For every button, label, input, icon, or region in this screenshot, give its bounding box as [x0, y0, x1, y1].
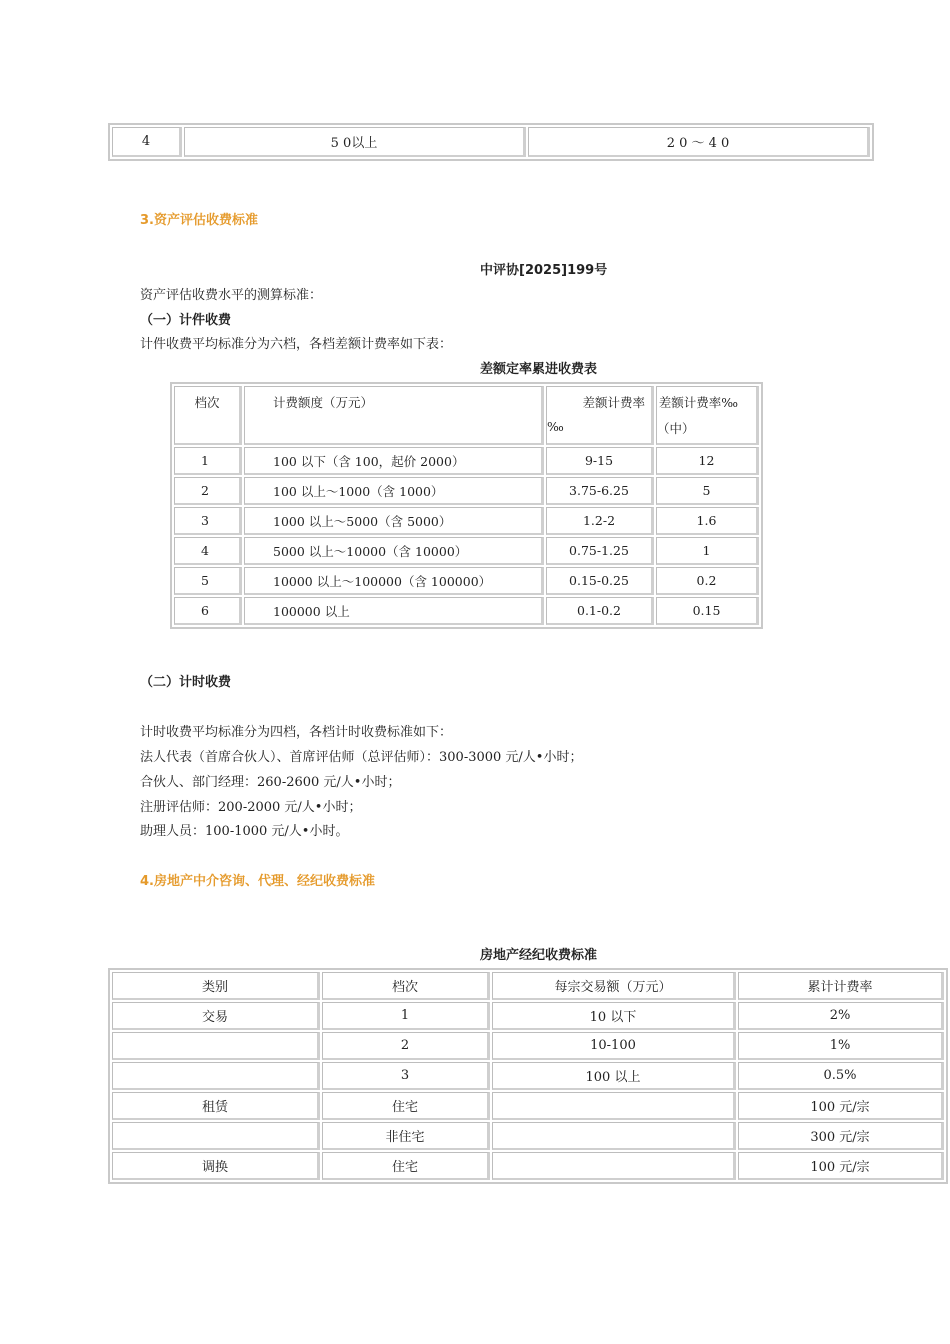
table-cell: 100 以下（含 100，起价 2000）	[244, 447, 544, 475]
table-cell: 交易	[112, 1002, 320, 1030]
table-cell: 10000 以上～100000（含 100000）	[244, 567, 544, 595]
table-cell: 3	[322, 1062, 490, 1090]
table-cell	[492, 1152, 736, 1180]
table-cell: 3	[174, 507, 242, 535]
hourly-text-line: 注册评估师：200-2000 元/人•小时；	[140, 800, 362, 815]
table-cell: 0.2	[656, 567, 759, 595]
header-cell: 档次	[174, 386, 242, 445]
intro-text: 资产评估收费水平的测算标准：	[140, 288, 323, 303]
hourly-text-line: 计时收费平均标准分为四档，各档计时收费标准如下：	[140, 725, 453, 740]
real-estate-fee-table	[108, 968, 948, 1184]
progressive-fee-table	[170, 382, 763, 629]
table-row	[112, 1002, 944, 1030]
table-cell: 4	[174, 537, 242, 565]
table-row	[112, 1032, 944, 1060]
table-cell	[492, 1122, 736, 1150]
table-cell: 100 以上	[492, 1062, 736, 1090]
table-cell	[112, 1122, 320, 1150]
header-cell: 类别	[112, 972, 320, 1000]
table-cell: 3.75-6.25	[546, 477, 654, 505]
table-cell: 住宅	[322, 1092, 490, 1120]
table-cell: 100 以上～1000（含 1000）	[244, 477, 544, 505]
table-row	[174, 597, 759, 625]
table-cell: 300 元/宗	[738, 1122, 944, 1150]
table-cell: 10-100	[492, 1032, 736, 1060]
subsection-heading: （一）计件收费	[140, 313, 232, 328]
table-cell: 5000 以上～10000（含 10000）	[244, 537, 544, 565]
table-row	[174, 447, 759, 475]
table-cell: 1000 以上～5000（含 5000）	[244, 507, 544, 535]
table-cell: 0.15	[656, 597, 759, 625]
header-cell: 计费额度（万元）	[244, 386, 544, 445]
header-cell: 每宗交易额（万元）	[492, 972, 736, 1000]
table-cell: 非住宅	[322, 1122, 490, 1150]
table-cell: 1	[174, 447, 242, 475]
table-row	[174, 537, 759, 565]
table-cell: 1.6	[656, 507, 759, 535]
table-cell: 0.5%	[738, 1062, 944, 1090]
table-header-row	[174, 386, 759, 445]
hourly-text-line: 助理人员：100-1000 元/人•小时。	[140, 824, 349, 839]
table-row	[112, 1152, 944, 1180]
table-cell: 6	[174, 597, 242, 625]
table-cell: 5	[174, 567, 242, 595]
table-cell: 0.15-0.25	[546, 567, 654, 595]
header-cell: 累计计费率	[738, 972, 944, 1000]
table-cell: 0.1-0.2	[546, 597, 654, 625]
table-cell: 2	[174, 477, 242, 505]
table-cell: 2 0 ～ 4 0	[528, 127, 870, 157]
table-cell: 1%	[738, 1032, 944, 1060]
table-cell: 住宅	[322, 1152, 490, 1180]
table-row	[174, 507, 759, 535]
section-heading: 4.房地产中介咨询、代理、经纪收费标准	[140, 874, 375, 889]
document-number: 中评协[2025]199号	[480, 263, 608, 278]
table-cell: 4	[112, 127, 182, 157]
table-cell: 2%	[738, 1002, 944, 1030]
table-title: 房地产经纪收费标准	[480, 948, 598, 963]
table-cell: 2	[322, 1032, 490, 1060]
hourly-text-line: 法人代表（首席合伙人）、首席评估师（总评估师）：300-3000 元/人•小时；	[140, 750, 583, 765]
table-row	[112, 1092, 944, 1120]
table-cell: 9-15	[546, 447, 654, 475]
header-cell: 差额计费率‰ （中）	[656, 386, 759, 445]
table-cell: 调换	[112, 1152, 320, 1180]
header-cell: 档次	[322, 972, 490, 1000]
table-row	[174, 477, 759, 505]
table-row	[174, 567, 759, 595]
table-cell: 0.75-1.25	[546, 537, 654, 565]
table-cell: 100 元/宗	[738, 1152, 944, 1180]
table-cell: 10 以下	[492, 1002, 736, 1030]
table-cell: 5	[656, 477, 759, 505]
table-cell	[112, 1062, 320, 1090]
table-cell: 5 0以上	[184, 127, 526, 157]
table-row	[112, 1062, 944, 1090]
table-title: 差额定率累进收费表	[480, 362, 598, 377]
table-row	[112, 127, 870, 157]
table-header-row	[112, 972, 944, 1000]
table-cell	[492, 1092, 736, 1120]
table-cell: 租赁	[112, 1092, 320, 1120]
subsection-text: 计件收费平均标准分为六档，各档差额计费率如下表：	[140, 337, 453, 352]
table-cell: 1	[656, 537, 759, 565]
subsection-heading: （二）计时收费	[140, 675, 232, 690]
hourly-text-line: 合伙人、部门经理：260-2600 元/人•小时；	[140, 775, 401, 790]
table-cell	[112, 1032, 320, 1060]
header-cell: 差额计费率 ‰	[546, 386, 654, 445]
section-heading: 3.资产评估收费标准	[140, 213, 258, 228]
table-row	[112, 1122, 944, 1150]
top-table	[108, 123, 874, 161]
table-cell: 100 元/宗	[738, 1092, 944, 1120]
table-cell: 100000 以上	[244, 597, 544, 625]
table-cell: 1.2-2	[546, 507, 654, 535]
table-cell: 1	[322, 1002, 490, 1030]
table-cell: 12	[656, 447, 759, 475]
